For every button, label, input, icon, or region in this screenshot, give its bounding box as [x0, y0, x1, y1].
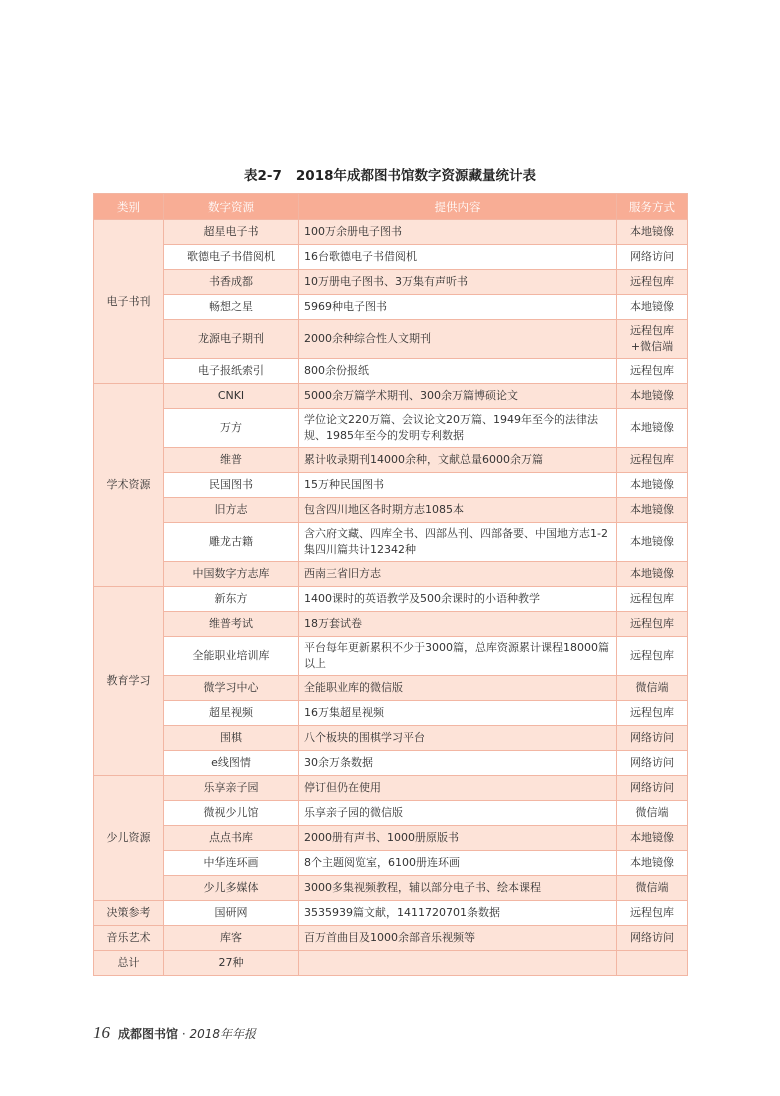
content-cell: 八个板块的围棋学习平台 [299, 726, 617, 751]
table-title-text: 2018年成都图书馆数字资源藏量统计表 [295, 168, 536, 184]
content-cell: 16台歌德电子书借阅机 [299, 245, 617, 270]
resource-cell: 万方 [164, 409, 299, 448]
table-row [94, 751, 688, 776]
table-row [94, 826, 688, 851]
resource-cell: 微学习中心 [164, 676, 299, 701]
content-cell: 1400课时的英语教学及500余课时的小语种教学 [299, 587, 617, 612]
table-row [94, 726, 688, 751]
content-cell: 乐享亲子园的微信版 [299, 801, 617, 826]
content-cell: 停订但仍在使用 [299, 776, 617, 801]
service-cell: 远程包库 [617, 448, 688, 473]
resource-cell: 围棋 [164, 726, 299, 751]
resource-cell: 全能职业培训库 [164, 637, 299, 676]
service-cell: 本地镜像 [617, 498, 688, 523]
service-cell: 网络访问 [617, 776, 688, 801]
table-row [94, 245, 688, 270]
table-row [94, 801, 688, 826]
resource-cell: 中华连环画 [164, 851, 299, 876]
table-row [94, 384, 688, 409]
service-cell: 网络访问 [617, 926, 688, 951]
content-cell: 包含四川地区各时期方志1085本 [299, 498, 617, 523]
content-cell: 全能职业库的微信版 [299, 676, 617, 701]
category-cell: 决策参考 [94, 901, 164, 926]
service-cell: 远程包库 [617, 587, 688, 612]
content-cell: 5000余万篇学术期刊、300余万篇博硕论文 [299, 384, 617, 409]
table-row [94, 562, 688, 587]
table-row [94, 220, 688, 245]
total-value: 27种 [164, 951, 299, 976]
category-cell: 音乐艺术 [94, 926, 164, 951]
resource-cell: 国研网 [164, 901, 299, 926]
table-row [94, 498, 688, 523]
table-row [94, 637, 688, 676]
category-cell: 学术资源 [94, 384, 164, 587]
content-cell: 百万首曲目及1000余部音乐视频等 [299, 926, 617, 951]
table-row [94, 295, 688, 320]
service-cell: 本地镜像 [617, 295, 688, 320]
content-cell: 8个主题阅览室，6100册连环画 [299, 851, 617, 876]
category-cell: 电子书刊 [94, 220, 164, 384]
table-row [94, 320, 688, 359]
resource-cell: e线图情 [164, 751, 299, 776]
empty-cell [299, 951, 617, 976]
service-cell: 本地镜像 [617, 523, 688, 562]
table-row [94, 676, 688, 701]
service-cell: 微信端 [617, 676, 688, 701]
content-cell: 平台每年更新累积不少于3000篇，总库资源累计课程18000篇以上 [299, 637, 617, 676]
category-cell: 教育学习 [94, 587, 164, 776]
content-cell: 2000册有声书、1000册原版书 [299, 826, 617, 851]
content-cell: 学位论文220万篇、会议论文20万篇、1949年至今的法律法规、1985年至今的发明专利数据 [299, 409, 617, 448]
content-cell: 5969种电子图书 [299, 295, 617, 320]
resource-cell: 雕龙古籍 [164, 523, 299, 562]
resource-cell: 新东方 [164, 587, 299, 612]
table-row [94, 587, 688, 612]
resource-cell: 畅想之星 [164, 295, 299, 320]
empty-cell [617, 951, 688, 976]
table-row [94, 901, 688, 926]
resource-cell: 书香成都 [164, 270, 299, 295]
header-service: 服务方式 [617, 194, 688, 220]
table-row [94, 473, 688, 498]
service-cell: 远程包库 [617, 901, 688, 926]
service-cell: 远程包库+微信端 [617, 320, 688, 359]
table-row [94, 876, 688, 901]
resource-cell: 龙源电子期刊 [164, 320, 299, 359]
content-cell: 16万集超星视频 [299, 701, 617, 726]
resource-cell: 超星电子书 [164, 220, 299, 245]
content-cell: 累计收录期刊14000余种，文献总量6000余万篇 [299, 448, 617, 473]
table-row [94, 448, 688, 473]
content-cell: 18万套试卷 [299, 612, 617, 637]
category-cell: 少儿资源 [94, 776, 164, 901]
header-resource: 数字资源 [164, 194, 299, 220]
digital-resources-table [93, 193, 688, 976]
service-cell: 远程包库 [617, 270, 688, 295]
resource-cell: 少儿多媒体 [164, 876, 299, 901]
table-body [94, 220, 688, 976]
total-label: 总计 [94, 951, 164, 976]
table-row [94, 612, 688, 637]
resource-cell: 电子报纸索引 [164, 359, 299, 384]
table-row [94, 409, 688, 448]
table-row [94, 851, 688, 876]
resource-cell: 维普考试 [164, 612, 299, 637]
content-cell: 10万册电子图书、3万集有声听书 [299, 270, 617, 295]
resource-cell: CNKI [164, 384, 299, 409]
content-cell: 西南三省旧方志 [299, 562, 617, 587]
resource-cell: 库客 [164, 926, 299, 951]
service-cell: 本地镜像 [617, 409, 688, 448]
service-cell: 网络访问 [617, 245, 688, 270]
table-row [94, 359, 688, 384]
table-title [93, 164, 687, 184]
table-row [94, 270, 688, 295]
page-footer [93, 1023, 256, 1043]
resource-cell: 旧方志 [164, 498, 299, 523]
resource-cell: 维普 [164, 448, 299, 473]
service-cell: 本地镜像 [617, 473, 688, 498]
service-cell: 远程包库 [617, 637, 688, 676]
table-header-row [94, 194, 688, 220]
service-cell: 远程包库 [617, 359, 688, 384]
content-cell: 800余份报纸 [299, 359, 617, 384]
service-cell: 本地镜像 [617, 826, 688, 851]
content-cell: 3535939篇文献，1411720701条数据 [299, 901, 617, 926]
service-cell: 微信端 [617, 801, 688, 826]
service-cell: 本地镜像 [617, 562, 688, 587]
resource-cell: 超星视频 [164, 701, 299, 726]
service-cell: 远程包库 [617, 612, 688, 637]
content-cell: 2000余种综合性人文期刊 [299, 320, 617, 359]
content-cell: 15万种民国图书 [299, 473, 617, 498]
table-row [94, 776, 688, 801]
content-cell: 30余万条数据 [299, 751, 617, 776]
footer-separator: · [181, 1027, 186, 1041]
content-cell: 3000多集视频教程，辅以部分电子书、绘本课程 [299, 876, 617, 901]
total-row [94, 951, 688, 976]
table-row [94, 701, 688, 726]
footer-report: 2018年年报 [189, 1027, 257, 1041]
table-row [94, 523, 688, 562]
page-number: 16 [93, 1023, 110, 1042]
service-cell: 本地镜像 [617, 220, 688, 245]
table-number: 表2-7 [244, 168, 282, 184]
table-row [94, 926, 688, 951]
service-cell: 本地镜像 [617, 851, 688, 876]
footer-library: 成都图书馆 [118, 1027, 179, 1041]
service-cell: 微信端 [617, 876, 688, 901]
service-cell: 本地镜像 [617, 384, 688, 409]
header-category: 类别 [94, 194, 164, 220]
resource-cell: 中国数字方志库 [164, 562, 299, 587]
resource-cell: 微视少儿馆 [164, 801, 299, 826]
service-cell: 网络访问 [617, 726, 688, 751]
service-cell: 远程包库 [617, 701, 688, 726]
resource-cell: 乐享亲子园 [164, 776, 299, 801]
resource-cell: 点点书库 [164, 826, 299, 851]
service-cell: 网络访问 [617, 751, 688, 776]
content-cell: 含六府文藏、四库全书、四部丛刊、四部备要、中国地方志1-2集四川篇共计12342种 [299, 523, 617, 562]
resource-cell: 歌德电子书借阅机 [164, 245, 299, 270]
content-cell: 100万余册电子图书 [299, 220, 617, 245]
header-content: 提供内容 [299, 194, 617, 220]
resource-cell: 民国图书 [164, 473, 299, 498]
